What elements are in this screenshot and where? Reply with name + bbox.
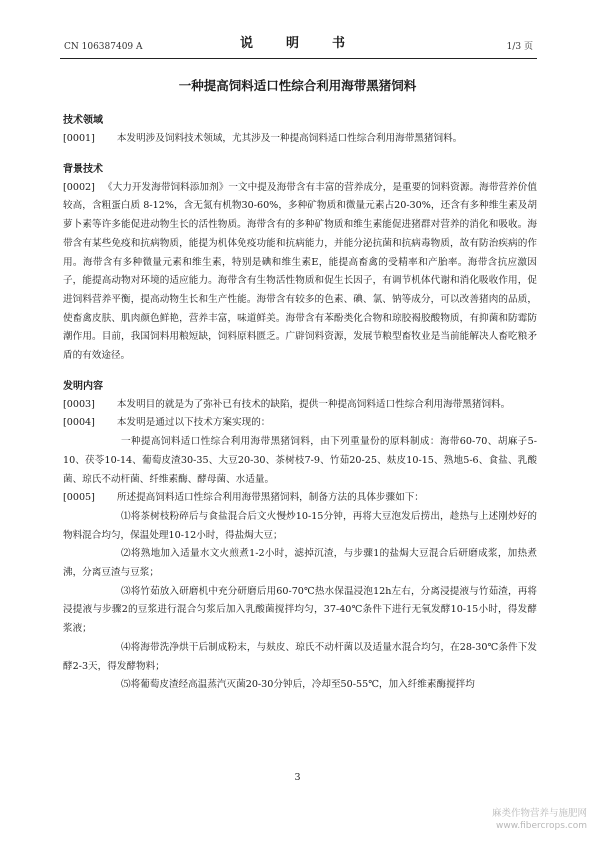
paragraph-0005 — [63, 489, 537, 508]
step-1 — [63, 508, 537, 545]
header-divider — [60, 58, 537, 59]
patent-title: 一种提高饲料适口性综合利用海带黑猪饲料 — [178, 78, 417, 93]
paragraph-0004 — [63, 414, 537, 433]
paragraph-text: ⑸将葡萄皮渣经高温蒸汽灭菌20-30分钟后，冷却至50-55℃，加入纤维素酶搅拌均 — [121, 679, 475, 691]
page-number: 3 — [294, 772, 301, 783]
paragraph-text: ⑵将熟地加入适量水文火煎煮1-2小时，滤掉沉渣，与步骤1的盐焗大豆混合后研磨成浆，加热煮沸，分离豆渣与豆浆； — [63, 548, 537, 579]
step-3 — [63, 583, 537, 639]
paragraph-number: [0001] — [63, 133, 95, 144]
paragraph-number: [0002] — [63, 181, 95, 193]
paragraph-number: [0005] — [63, 492, 95, 504]
paragraph-text: 本发明是通过以下技术方案实现的： — [116, 417, 271, 429]
document-body — [63, 112, 537, 695]
section-heading-background: 背景技术 — [63, 163, 103, 175]
section-heading-technical-field: 技术领域 — [63, 115, 103, 126]
doc-type-label: 说 明 书 — [239, 36, 355, 51]
page-index: 1/3 页 — [506, 42, 533, 52]
paragraph-formula — [63, 433, 537, 489]
watermark-site-name: 麻类作物营养与施肥网 — [491, 808, 587, 819]
paragraph-number: [0003] — [63, 398, 95, 410]
step-4 — [63, 639, 537, 676]
paragraph-number: [0004] — [63, 417, 95, 429]
paragraph-0001 — [63, 130, 537, 149]
step-5 — [63, 676, 537, 695]
paragraph-text: 本发明目的就是为了弥补已有技术的缺陷，提供一种提高饲料适口性综合利用海带黑猪饲料。 — [116, 398, 511, 410]
paragraph-text: 一种提高饲料适口性综合利用海带黑猪饲料，由下列重量份的原料制成：海带60-70、胡麻子5-10、茯苓10-14、葡萄皮渣30-35、大豆20-30、茶树枝7-9、竹茹20-25、麸皮10-15、熟地5-6、食盐、乳酸菌、琼氏不动杆菌、纤维素酶、酵母菌、水适量。 — [63, 436, 537, 485]
step-2 — [63, 545, 537, 582]
paragraph-text: 《大力开发海带饲料添加剂》一文中提及海带含有丰富的营养成分，是重要的饲料资源。海带营养价值较高，含粗蛋白质 8-12%，含无氮有机物30-60%，多种矿物质和微量元素占20-30%，还含有多种维生素及胡萝卜素等许多能促进动物生长的活性物质。海带含有的多种矿物质和维生素能促进猪群对营养的消化和吸收。海带含有某些免疫和抗病物质，能提为机体免疫功能和抗病能力，并能分泌抗菌和抗病毒物质，故有防治疾病的作用。海带含有多种微量元素和维生素，特别是碘和维生素E，能提高畜禽的受精率和产胎率。海带含抗应激因子，能提高动物对环境的适应能力。海带含有生物活性物质和促生长因子，有调节机体代谢和消化吸收作用，促进饲料营养平衡，提高动物生长和生产性能。海带含有较多的色素、碘、氯、钠等成分，可以改善猪肉的品质，使畜禽皮肤、肌肉颜色鲜艳，营养丰富，味道鲜美。海带含有苯酚类化合物和琼胶褐胶酸物质，有抑菌和防霉防潮作用。目前，我国饲料用粮短缺，饲料原料匮乏。广辟饲料资源，发展节粮型畜牧业是当前能解决人畜吃粮矛盾的有效途径。 — [63, 181, 537, 362]
watermark — [492, 808, 587, 832]
paragraph-text: 本发明涉及饲料技术领域，尤其涉及一种提高饲料适口性综合利用海带黑猪饲料。 — [116, 133, 463, 144]
doc-number: CN 106387409 A — [64, 42, 143, 52]
paragraph-text: ⑴将茶树枝粉碎后与食盐混合后文火慢炒10-15分钟，再将大豆泡发后捞出，趁热与上述刚炒好的物料混合均匀，保温处理10-12小时，得盐焗大豆； — [63, 510, 537, 541]
paragraph-text: 所述提高饲料适口性综合利用海带黑猪饲料，制备方法的具体步骤如下： — [116, 492, 424, 504]
paragraph-text: ⑶将竹茹放入研磨机中充分研磨后用60-70℃热水保温浸泡12h左右，分离浸提液与竹茹渣，再将浸提液与步骤2的豆浆进行混合匀浆后加入乳酸菌搅拌均匀，37-40℃条件下进行无氧发酵10-15小时，得发酵浆液； — [63, 585, 537, 635]
paragraph-0003 — [63, 396, 537, 415]
paragraph-0002 — [63, 179, 537, 366]
watermark-url: www.fibercrops.com — [496, 821, 587, 831]
paragraph-text: ⑷将海带洗净烘干后制成粉末，与麸皮、琼氏不动杆菌以及适量水混合均匀，在28-30℃条件下发酵2-3天，得发酵物料； — [63, 641, 537, 672]
section-heading-summary: 发明内容 — [63, 380, 103, 392]
